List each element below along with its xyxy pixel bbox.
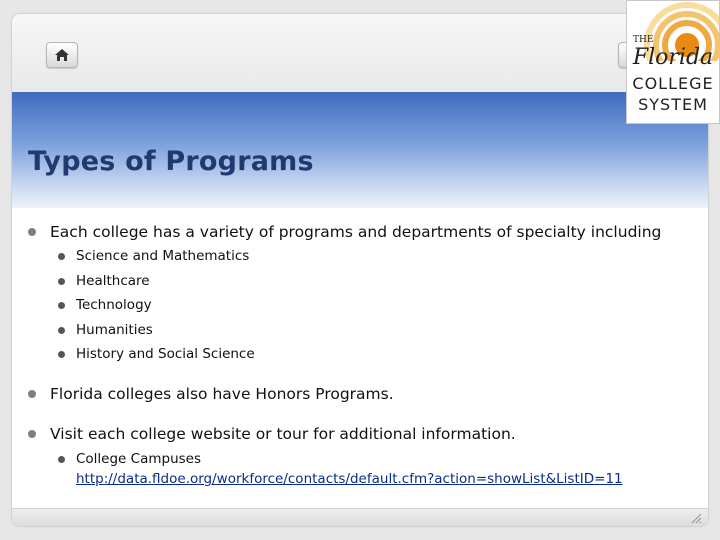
home-icon: [54, 48, 70, 62]
bullet-text: Each college has a variety of programs and departments of specialty including: [50, 223, 662, 241]
home-button[interactable]: [46, 42, 78, 68]
bullet-icon: [58, 253, 65, 260]
florida-college-system-logo: [626, 0, 720, 124]
bullet-icon: [58, 456, 65, 463]
logo-line: THE: [633, 35, 654, 45]
sub-bullet-text: College Campuses: [76, 451, 202, 467]
slide-title: Types of Programs: [28, 146, 314, 177]
logo-line: Florida: [632, 45, 714, 70]
bullet-text: Florida colleges also have Honors Programs.: [50, 385, 394, 403]
list-item: [28, 425, 516, 443]
list-item: [58, 296, 152, 314]
bullet-icon: [58, 278, 65, 285]
sub-bullet-block: [76, 450, 623, 487]
list-item: [28, 223, 661, 241]
sub-bullet-text: Technology: [76, 297, 152, 313]
logo-line: SYSTEM: [638, 95, 708, 114]
sub-bullet-text: Healthcare: [76, 273, 150, 289]
list-item: [58, 345, 255, 363]
logo-line: COLLEGE: [632, 74, 714, 93]
top-toolbar: [12, 14, 708, 93]
bottom-bar: [12, 508, 708, 526]
bullet-icon: [58, 302, 65, 309]
college-campuses-link[interactable]: http://data.fldoe.org/workforce/contacts/default.cfm?action=showList&ListID=11: [76, 471, 623, 487]
list-item: [58, 450, 678, 487]
sub-bullet-text: History and Social Science: [76, 346, 255, 362]
bullet-icon: [28, 430, 36, 438]
bullet-icon: [58, 351, 65, 358]
sub-bullet-text: Science and Mathematics: [76, 248, 250, 264]
list-item: [58, 321, 153, 339]
list-item: [28, 385, 394, 403]
list-item: [58, 247, 249, 265]
bullet-text: Visit each college website or tour for additional information.: [50, 425, 516, 443]
bullet-icon: [28, 390, 36, 398]
sub-bullet-text: Humanities: [76, 322, 153, 338]
list-item: [58, 272, 150, 290]
resize-grip-icon[interactable]: [690, 512, 702, 524]
bullet-icon: [58, 327, 65, 334]
bullet-icon: [28, 228, 36, 236]
